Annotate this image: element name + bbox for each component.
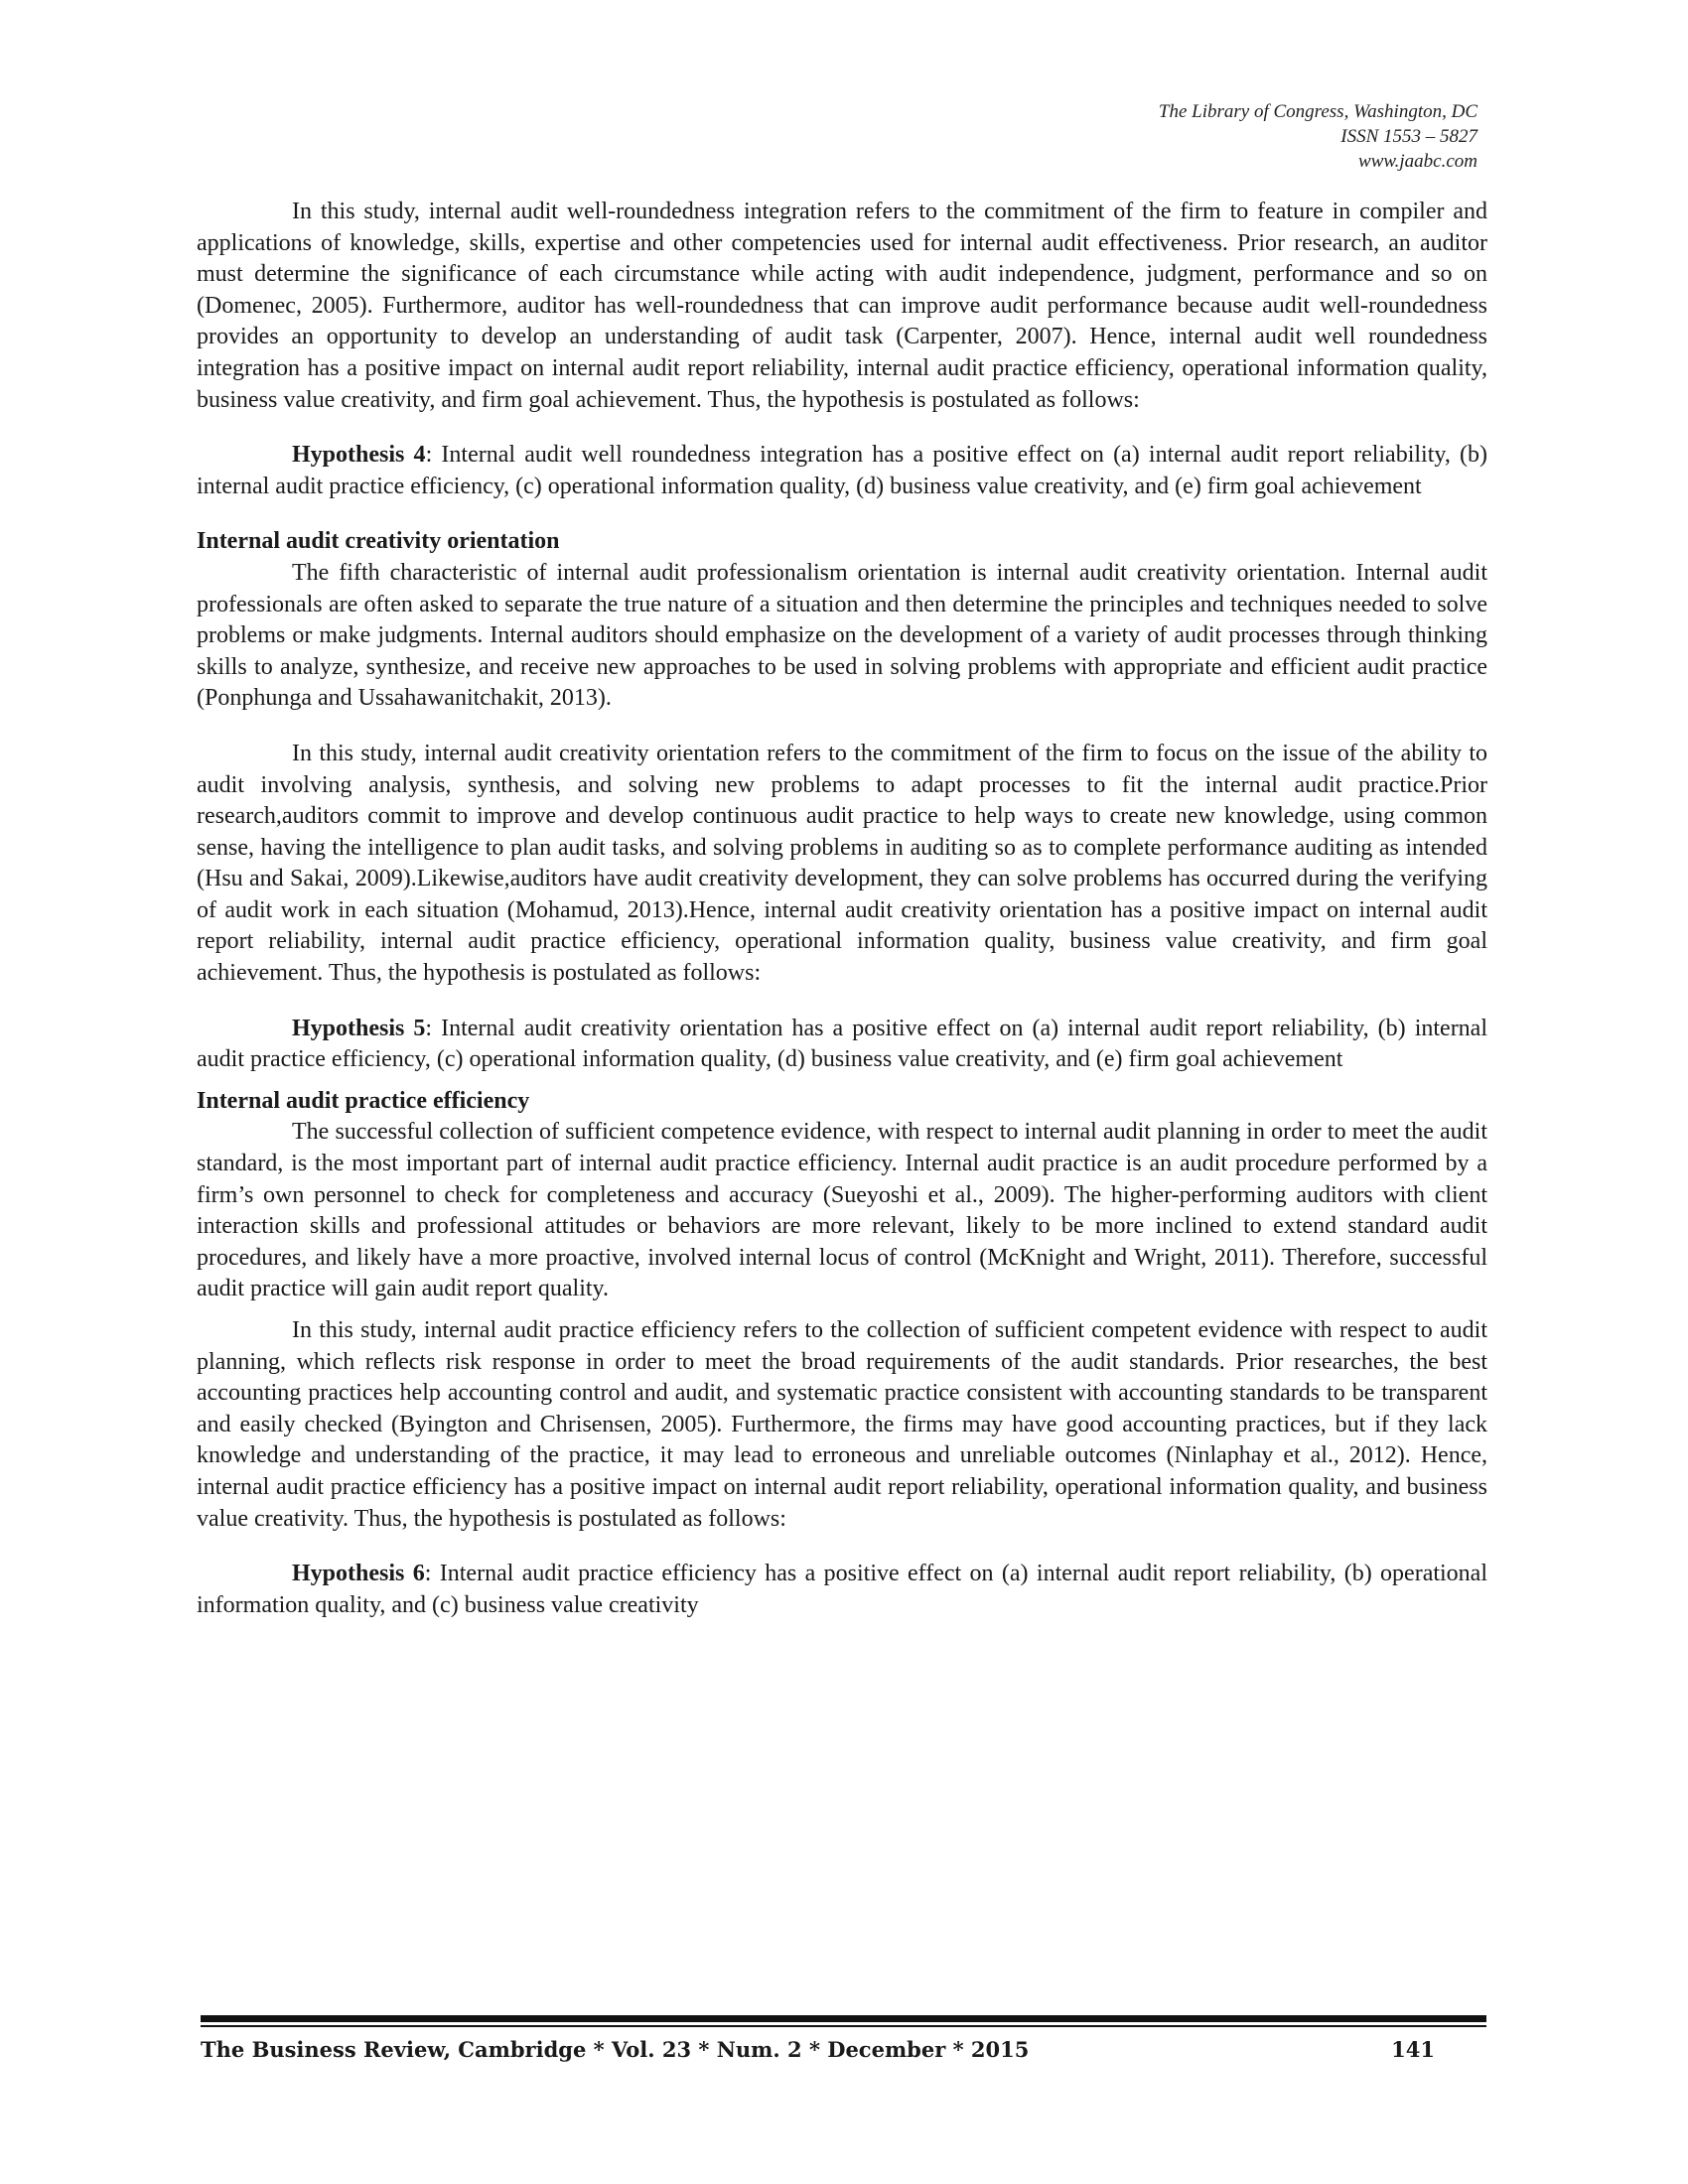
journal-citation: The Business Review, Cambridge * Vol. 23 * Num. 2 * December * 2015 — [201, 2037, 1030, 2062]
paragraph: In this study, internal audit well-roundedness integration refers to the commitment of the firm to feature in compiler and applications of knowledge, skills, expertise and other competencies used for internal audit effectiveness. Prior research, an auditor must determine the significance of each circumstance while acting with audit independence, judgment, performance and so on (Domenec, 2005). Furthermore, auditor has well-roundedness that can improve audit performance because audit well-roundedness provides an opportunity to develop an understanding of audit task (Carpenter, 2007). Hence, internal audit well roundedness integration has a positive impact on internal audit report reliability, internal audit practice efficiency, operational information quality, business value creativity, and firm goal achievement. Thus, the hypothesis is postulated as follows: — [197, 199, 1487, 413]
running-footer — [201, 2035, 1486, 2065]
hypothesis-4 — [197, 440, 1487, 502]
article-body — [197, 197, 1487, 1621]
header-issn: ISSN 1553 – 5827 — [1340, 126, 1477, 147]
running-header — [1159, 99, 1477, 174]
paragraph: In this study, internal audit creativity orientation refers to the commitment of the firm to focus on the issue of the ability to audit involving analysis, synthesis, and solving new problems to adapt processes to fit the internal audit practice.Prior research,auditors commit to improve and develop continuous audit practice to help ways to create new knowledge, using common sense, having the intelligence to plan audit tasks, and solving problems in auditing so as to complete performance auditing as intended (Hsu and Sakai, 2009).Likewise,auditors have audit creativity development, they can solve problems has occurred during the verifying of audit work in each situation (Mohamud, 2013).Hence, internal audit creativity orientation has a positive impact on internal audit report reliability, internal audit practice efficiency, operational information quality, business value creativity, and firm goal achievement. Thus, the hypothesis is postulated as follows: — [197, 740, 1487, 987]
hypothesis-5 — [197, 1014, 1487, 1076]
hypothesis-text: : Internal audit creativity orientation has a positive effect on (a) internal audit report reliability, (b) internal audit practice efficiency, (c) operational information quality, (d) business value creativity, and (e) firm goal achievement — [197, 1015, 1488, 1073]
footer-rule-thick — [201, 2015, 1486, 2022]
hypothesis-label: Hypothesis 5 — [292, 1015, 426, 1041]
header-publisher: The Library of Congress, Washington, DC — [1158, 101, 1477, 122]
paragraph: In this study, internal audit practice efficiency refers to the collection of sufficient competent evidence with respect to audit planning, which reflects risk response in order to meet the broad requirements of the audit standards. Prior researches, the best accounting practices help accounting control and audit, and systematic practice consistent with accounting standards to be transparent and easily checked (Byington and Chrisensen, 2005). Furthermore, the firms may have good accounting practices, but if they lack knowledge and understanding of the practice, it may lead to erroneous and unreliable outcomes (Ninlaphay et al., 2012). Hence, internal audit practice efficiency has a positive impact on internal audit report reliability, operational information quality, and business value creativity. Thus, the hypothesis is postulated as follows: — [197, 1317, 1487, 1532]
paragraph: The fifth characteristic of internal audit professionalism orientation is internal audit creativity orientation. Internal audit professionals are often asked to separate the true nature of a situation and then determine the principles and techniques needed to solve problems or make judgments. Internal auditors should emphasize on the development of a variety of audit processes through thinking skills to analyze, synthesize, and receive new approaches to be used in solving problems with appropriate and efficient audit practice (Ponphunga and Ussahawanitchakit, 2013). — [197, 559, 1487, 712]
page-number: 141 — [1391, 2037, 1435, 2062]
paragraph: The successful collection of sufficient competence evidence, with respect to internal audit planning in order to meet the audit standard, is the most important part of internal audit practice efficiency. Internal audit practice is an audit procedure performed by a firm’s own personnel to check for completeness and accuracy (Sueyoshi et al., 2009). The higher-performing auditors with client interaction skills and professional attitudes or behaviors are more relevant, likely to be more inclined to extend standard audit procedures, and likely have a more proactive, involved internal locus of control (McKnight and Wright, 2011). Therefore, successful audit practice will gain audit report quality. — [197, 1119, 1487, 1302]
hypothesis-6 — [197, 1559, 1487, 1621]
section-heading: Internal audit creativity orientation — [197, 528, 560, 555]
hypothesis-label: Hypothesis 6 — [292, 1561, 425, 1587]
hypothesis-label: Hypothesis 4 — [292, 442, 426, 469]
section-heading: Internal audit practice efficiency — [197, 1087, 530, 1114]
hypothesis-text: : Internal audit well roundedness integration has a positive effect on (a) internal audit report reliability, (b) internal audit practice efficiency, (c) operational information quality, (d) business value creativity, and (e) firm goal achievement — [197, 442, 1488, 499]
hypothesis-text: : Internal audit practice efficiency has a positive effect on (a) internal audit report reliability, (b) operational information quality, and (c) business value creativity — [197, 1561, 1488, 1618]
header-website: www.jaabc.com — [1358, 151, 1477, 172]
footer-rule-thin — [201, 2025, 1486, 2027]
